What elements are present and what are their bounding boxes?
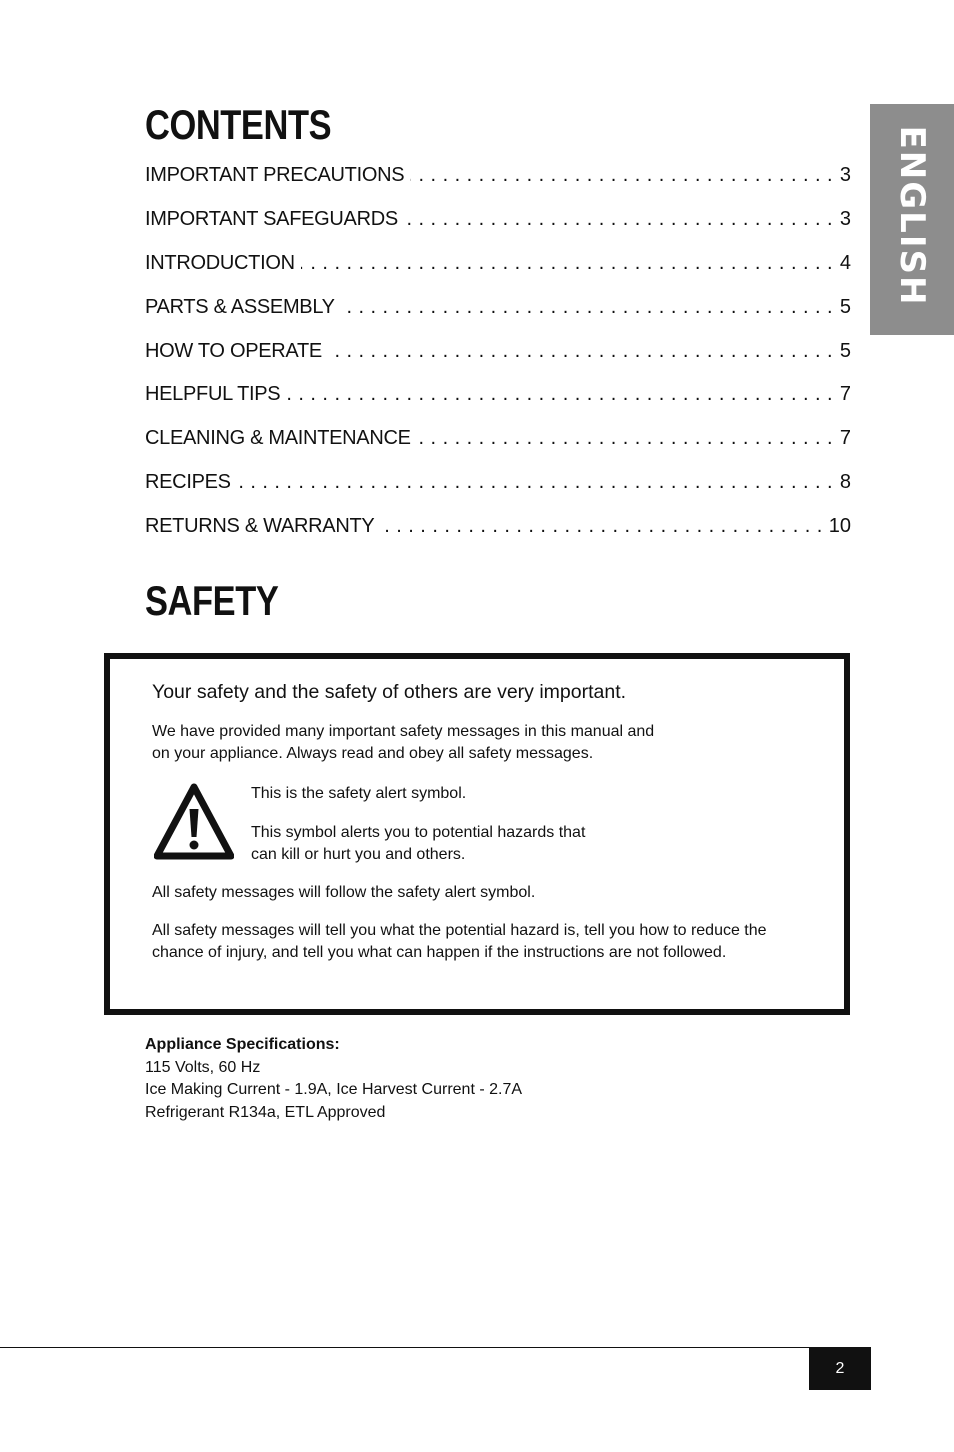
toc-title: HOW TO OPERATE [145, 339, 322, 362]
safety-alerts-text [251, 822, 651, 866]
page-number: 2 [809, 1348, 871, 1390]
toc-leader-dots [237, 467, 833, 497]
safety-intro-line: We have provided many important safety messages in this manual and [152, 723, 655, 740]
toc-leader-dots [417, 423, 833, 453]
contents-heading: CONTENTS [145, 101, 332, 148]
toc-page-number: 5 [839, 295, 851, 318]
toc-page-number: 3 [839, 207, 851, 230]
toc-title: PARTS & ASSEMBLY [145, 295, 335, 318]
toc-page-number: 8 [839, 471, 851, 494]
toc-title: INTRODUCTION [145, 251, 295, 274]
language-tab-label: ENGLISH [892, 125, 932, 306]
toc-title: IMPORTANT PRECAUTIONS [145, 164, 405, 186]
specs-line: 115 Volts, 60 Hz [145, 1058, 261, 1076]
language-tab [870, 104, 954, 335]
toc-row[interactable] [145, 511, 851, 555]
toc-page-number: 7 [839, 383, 851, 406]
specs-line: Ice Making Current - 1.9A, Ice Harvest Current - 2.7A [145, 1081, 523, 1098]
toc-page-number: 3 [839, 164, 851, 186]
safety-intro-line: on your appliance. Always read and obey all safety messages. [152, 745, 594, 762]
safety-alerts-line: This symbol alerts you to potential hazards that [251, 824, 586, 841]
toc-row[interactable] [145, 160, 851, 204]
toc-row[interactable] [145, 467, 851, 511]
safety-symbol-text: This is the safety alert symbol. [251, 785, 467, 802]
toc-page-number: 5 [839, 339, 851, 362]
specs-line: Refrigerant R134a, ETL Approved [145, 1103, 386, 1121]
toc-leader-dots [410, 160, 833, 190]
toc-row[interactable] [145, 423, 851, 467]
toc-row[interactable] [145, 204, 851, 248]
toc-title: IMPORTANT SAFEGUARDS [145, 207, 398, 230]
toc-page-number: 7 [839, 427, 851, 450]
toc-row[interactable] [145, 292, 851, 336]
toc-title: HELPFUL TIPS [145, 383, 281, 406]
toc-row[interactable] [145, 248, 851, 292]
toc-leader-dots [286, 379, 833, 409]
safety-alerts-line: can kill or hurt you and others. [251, 846, 466, 863]
toc-leader-dots [404, 204, 833, 234]
specs-title: Appliance Specifications: [145, 1036, 340, 1053]
toc-page-number: 10 [828, 515, 851, 538]
safety-tell-line: All safety messages will tell you what the potential hazard is, tell you how to reduce the [152, 922, 767, 939]
toc-title: RETURNS & WARRANTY [145, 515, 375, 538]
appliance-specifications [145, 1034, 522, 1124]
safety-intro-text [152, 721, 712, 765]
safety-lead-text: Your safety and the safety of others are very important. [152, 681, 627, 703]
toc-leader-dots [301, 248, 833, 278]
toc-row[interactable] [145, 336, 851, 380]
warning-triangle-icon [154, 783, 234, 863]
safety-follow-text: All safety messages will follow the safety alert symbol. [152, 884, 536, 901]
toc-row[interactable] [145, 379, 851, 423]
toc-leader-dots [341, 292, 833, 322]
toc-leader-dots [328, 336, 833, 366]
safety-heading: SAFETY [145, 577, 279, 624]
safety-tell-line: chance of injury, and tell you what can happen if the instructions are not followed. [152, 944, 727, 961]
toc-leader-dots [380, 511, 822, 541]
safety-notice-box [104, 653, 850, 1015]
toc-title: CLEANING & MAINTENANCE [145, 427, 411, 450]
table-of-contents [145, 160, 851, 555]
toc-title: RECIPES [145, 471, 231, 494]
safety-tell-text [152, 920, 832, 964]
toc-page-number: 4 [839, 251, 851, 274]
footer-divider [0, 1347, 871, 1348]
